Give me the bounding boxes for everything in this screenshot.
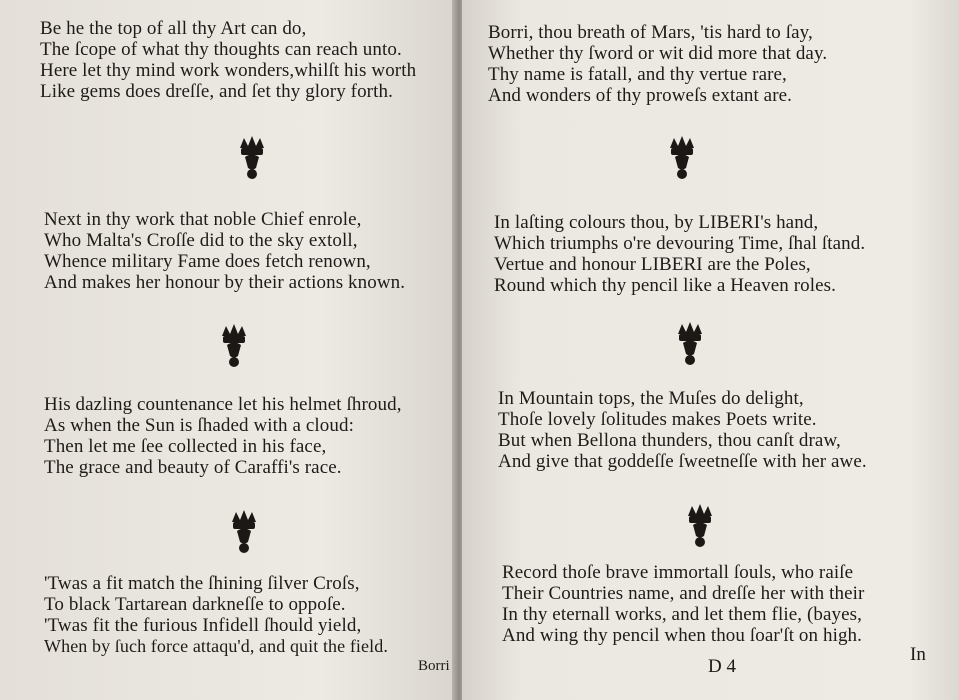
verse-line: Whether thy ſword or wit did more that day. xyxy=(488,43,828,64)
verse-line: Next in thy work that noble Chief enrole, xyxy=(44,209,362,230)
crown-fleuron-icon xyxy=(684,502,716,548)
verse-line: Their Countries name, and dreſſe her with their xyxy=(502,583,865,604)
verse-line: And makes her honour by their actions known. xyxy=(44,272,406,293)
catchword: Borri xyxy=(418,658,450,674)
verse-line: To black Tartarean darkneſſe to oppoſe. xyxy=(44,594,346,615)
verse-line: The grace and beauty of Caraffi's race. xyxy=(44,457,342,478)
verse-line: 'Twas fit the furious Infidell ſhould yield, xyxy=(44,615,362,636)
verse-line: In laſting colours thou, by LIBERI's hand, xyxy=(494,212,819,233)
verse-line: And give that goddeſſe ſweetneſſe with her awe. xyxy=(498,451,867,472)
right-page xyxy=(462,0,959,700)
left-stanza-2 xyxy=(44,209,405,293)
verse-line: 'Twas a fit match the ſhining ſilver Croſs, xyxy=(44,573,360,594)
right-stanza-4 xyxy=(502,562,864,646)
crown-fleuron-icon xyxy=(228,508,260,554)
verse-line: As when the Sun is ſhaded with a cloud: xyxy=(44,415,354,436)
verse-line: Borri, thou breath of Mars, 'tis hard to ſay, xyxy=(488,22,813,43)
left-page xyxy=(0,0,458,700)
verse-line: Which triumphs o're devouring Time, ſhal ſtand. xyxy=(494,233,866,254)
verse-line: In thy eternall works, and let them flie, (bayes, xyxy=(502,604,862,625)
verse-line: Like gems does dreſſe, and ſet thy glory forth. xyxy=(40,81,393,102)
verse-line: But when Bellona thunders, thou canſt draw, xyxy=(498,430,841,451)
verse-line: His dazling countenance let his helmet ſhroud, xyxy=(44,394,402,415)
verse-line: In Mountain tops, the Muſes do delight, xyxy=(498,388,804,409)
crown-fleuron-icon xyxy=(218,322,250,368)
crown-fleuron-icon xyxy=(666,134,698,180)
verse-line: Record thoſe brave immortall ſouls, who raiſe xyxy=(502,562,854,583)
signature-mark: D 4 xyxy=(708,656,736,677)
right-stanza-2 xyxy=(494,212,865,296)
left-stanza-1 xyxy=(40,18,416,102)
crown-fleuron-icon xyxy=(674,320,706,366)
verse-line: Be he the top of all thy Art can do, xyxy=(40,18,307,39)
catchword: In xyxy=(910,644,926,665)
verse-line: Vertue and honour LIBERI are the Poles, xyxy=(494,254,811,275)
right-stanza-3 xyxy=(498,388,867,472)
verse-line: And wonders of thy proweſs extant are. xyxy=(488,85,793,106)
verse-line: Who Malta's Croſſe did to the sky extoll, xyxy=(44,230,358,251)
verse-line: Then let me ſee collected in his face, xyxy=(44,436,327,457)
verse-line: Here let thy mind work wonders,whilſt his worth xyxy=(40,60,417,81)
verse-line: The ſcope of what thy thoughts can reach unto. xyxy=(40,39,402,60)
right-stanza-1 xyxy=(488,22,827,106)
left-stanza-3 xyxy=(44,394,402,478)
left-stanza-4 xyxy=(44,573,388,657)
verse-line: Round which thy pencil like a Heaven roles. xyxy=(494,275,836,296)
verse-line: And wing thy pencil when thou ſoar'ſt on high. xyxy=(502,625,863,646)
verse-line: When by ſuch force attaqu'd, and quit the field. xyxy=(44,636,388,656)
verse-line: Whence military Fame does fetch renown, xyxy=(44,251,371,272)
crown-fleuron-icon xyxy=(236,134,268,180)
verse-line: Thoſe lovely ſolitudes makes Poets write. xyxy=(498,409,817,430)
verse-line: Thy name is fatall, and thy vertue rare, xyxy=(488,64,787,85)
